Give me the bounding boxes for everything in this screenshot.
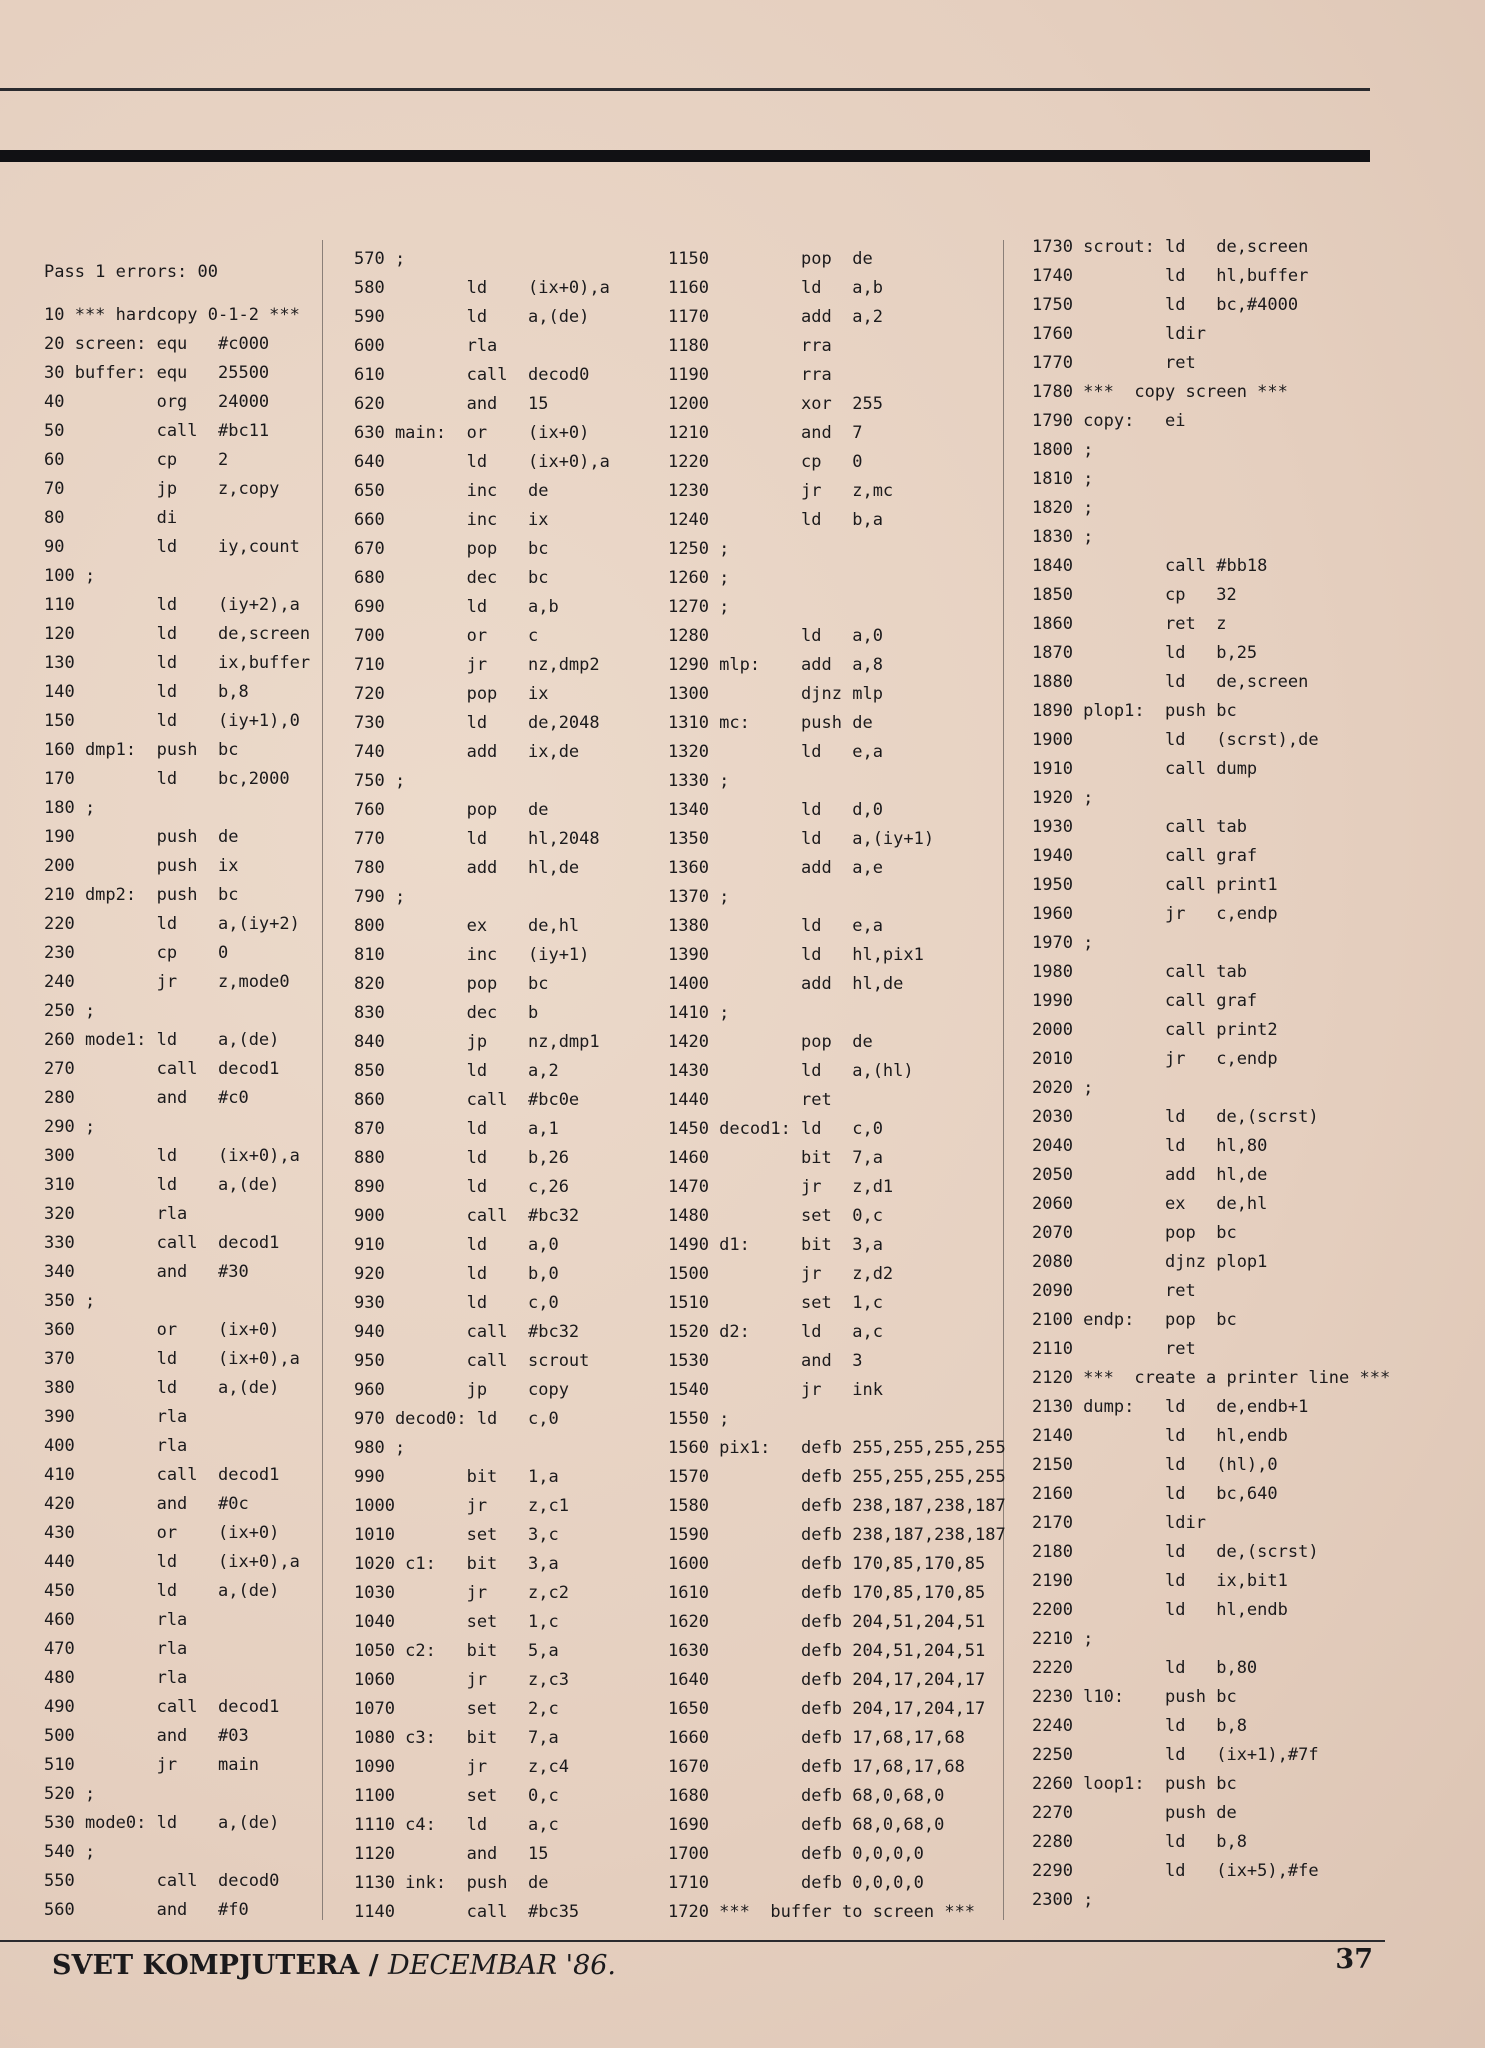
code-line: 1890 plop1: push bc [1032, 701, 1237, 721]
code-line: 900 call #bc32 [354, 1206, 580, 1226]
code-line: 40 org 24000 [44, 392, 270, 412]
code-line: 490 call decod1 [44, 1697, 280, 1717]
code-line: 2050 add hl,de [1032, 1165, 1268, 1185]
code-line: 2130 dump: ld de,endb+1 [1032, 1397, 1309, 1417]
code-line: 20 screen: equ #c000 [44, 334, 270, 354]
code-line: 1480 set 0,c [668, 1206, 883, 1226]
code-line: 1910 call dump [1032, 759, 1258, 779]
code-line: 200 push ix [44, 856, 239, 876]
code-line: 520 ; [44, 1784, 96, 1804]
code-line: 1520 d2: ld a,c [668, 1322, 883, 1342]
code-line: 430 or (ix+0) [44, 1523, 280, 1543]
code-line: 1340 ld d,0 [668, 800, 883, 820]
code-line: 810 inc (iy+1) [354, 945, 590, 965]
code-line: 1190 rra [668, 365, 832, 385]
code-line: 140 ld b,8 [44, 682, 249, 702]
code-line: 1470 jr z,d1 [668, 1177, 894, 1197]
magazine-name: SVET KOMPJUTERA / [52, 1950, 379, 1981]
code-line: 1140 call #bc35 [354, 1902, 580, 1922]
code-line: 2290 ld (ix+5),#fe [1032, 1861, 1319, 1881]
code-line: 970 decod0: ld c,0 [354, 1409, 559, 1429]
code-line: 480 rla [44, 1668, 188, 1688]
code-line: 540 ; [44, 1842, 96, 1862]
code-line: 370 ld (ix+0),a [44, 1349, 300, 1369]
code-line: 410 call decod1 [44, 1465, 280, 1485]
code-line: 740 add ix,de [354, 742, 580, 762]
code-line: 2180 ld de,(scrst) [1032, 1542, 1319, 1562]
code-line: 860 call #bc0e [354, 1090, 580, 1110]
code-line: 2170 ldir [1032, 1513, 1206, 1533]
code-line: 2120 *** create a printer line *** [1032, 1368, 1391, 1388]
code-line: 1450 decod1: ld c,0 [668, 1119, 883, 1139]
footer-title [52, 1950, 616, 1981]
code-line: 550 call decod0 [44, 1871, 280, 1891]
code-line: 1930 call tab [1032, 817, 1247, 837]
code-line: 610 call decod0 [354, 365, 590, 385]
code-line: 1720 *** buffer to screen *** [668, 1902, 976, 1922]
code-line: 630 main: or (ix+0) [354, 423, 590, 443]
code-line: 1300 djnz mlp [668, 684, 883, 704]
code-line: 470 rla [44, 1639, 188, 1659]
code-line: 360 or (ix+0) [44, 1320, 280, 1340]
code-line: 420 and #0c [44, 1494, 249, 1514]
page-number: 37 [1335, 1944, 1373, 1975]
code-line: 1570 defb 255,255,255,255 [668, 1467, 1006, 1487]
code-line: 120 ld de,screen [44, 624, 311, 644]
code-line: 160 dmp1: push bc [44, 740, 239, 760]
code-line: 380 ld a,(de) [44, 1378, 280, 1398]
code-line: 2150 ld (hl),0 [1032, 1455, 1278, 1475]
code-line: 950 call scrout [354, 1351, 590, 1371]
code-line: 1030 jr z,c2 [354, 1583, 569, 1603]
code-line: 1170 add a,2 [668, 307, 883, 327]
code-line: 1100 set 0,c [354, 1786, 559, 1806]
code-line: 1580 defb 238,187,238,187 [668, 1496, 1006, 1516]
code-line: 1390 ld hl,pix1 [668, 945, 924, 965]
code-line: 310 ld a,(de) [44, 1175, 280, 1195]
code-line: 1860 ret z [1032, 614, 1227, 634]
code-line: 1500 jr z,d2 [668, 1264, 894, 1284]
code-line: 1780 *** copy screen *** [1032, 382, 1288, 402]
code-line: 1510 set 1,c [668, 1293, 883, 1313]
code-line: 1560 pix1: defb 255,255,255,255 [668, 1438, 1006, 1458]
code-line: 1150 pop de [668, 249, 873, 269]
code-line: 1330 ; [668, 771, 730, 791]
code-line: 1550 ; [668, 1409, 730, 1429]
code-line: 1670 defb 17,68,17,68 [668, 1757, 965, 1777]
code-line: 80 di [44, 508, 178, 528]
code-line: 1770 ret [1032, 353, 1196, 373]
code-line: 1850 cp 32 [1032, 585, 1237, 605]
code-line: 2280 ld b,8 [1032, 1832, 1247, 1852]
code-line: 990 bit 1,a [354, 1467, 559, 1487]
code-line: 830 dec b [354, 1003, 539, 1023]
code-line: 750 ; [354, 771, 406, 791]
code-line: 1310 mc: push de [668, 713, 873, 733]
code-line: 1960 jr c,endp [1032, 904, 1278, 924]
code-line: 1710 defb 0,0,0,0 [668, 1873, 924, 1893]
code-line: 700 or c [354, 626, 539, 646]
code-line: 1020 c1: bit 3,a [354, 1554, 559, 1574]
code-line: 920 ld b,0 [354, 1264, 559, 1284]
code-line: 910 ld a,0 [354, 1235, 559, 1255]
code-line: 1530 and 3 [668, 1351, 863, 1371]
code-line: 2250 ld (ix+1),#7f [1032, 1745, 1319, 1765]
code-line: 560 and #f0 [44, 1900, 249, 1920]
code-line: 1070 set 2,c [354, 1699, 559, 1719]
code-line: 460 rla [44, 1610, 188, 1630]
code-line: 2160 ld bc,640 [1032, 1484, 1278, 1504]
code-line: 650 inc de [354, 481, 549, 501]
column-separator [322, 240, 323, 1920]
code-line: 1940 call graf [1032, 846, 1258, 866]
code-line: 870 ld a,1 [354, 1119, 559, 1139]
code-line: 70 jp z,copy [44, 479, 280, 499]
code-line: 440 ld (ix+0),a [44, 1552, 300, 1572]
code-line: 150 ld (iy+1),0 [44, 711, 300, 731]
code-line: 1680 defb 68,0,68,0 [668, 1786, 945, 1806]
code-line: 260 mode1: ld a,(de) [44, 1030, 280, 1050]
code-line: 880 ld b,26 [354, 1148, 569, 1168]
code-line: 1950 call print1 [1032, 875, 1278, 895]
code-line: 770 ld hl,2048 [354, 829, 600, 849]
code-line: 1840 call #bb18 [1032, 556, 1268, 576]
code-line: 2230 l10: push bc [1032, 1687, 1237, 1707]
code-line: 1920 ; [1032, 788, 1094, 808]
code-line: 1060 jr z,c3 [354, 1670, 569, 1690]
code-line: 300 ld (ix+0),a [44, 1146, 300, 1166]
code-line: 130 ld ix,buffer [44, 653, 311, 673]
code-line: 590 ld a,(de) [354, 307, 590, 327]
code-line: 850 ld a,2 [354, 1061, 559, 1081]
code-line: 240 jr z,mode0 [44, 972, 290, 992]
code-line: 330 call decod1 [44, 1233, 280, 1253]
code-line: 1270 ; [668, 597, 730, 617]
code-line: 1970 ; [1032, 933, 1094, 953]
code-line: 2000 call print2 [1032, 1020, 1278, 1040]
code-line: 10 *** hardcopy 0-1-2 *** [44, 305, 300, 325]
code-line: 1830 ; [1032, 527, 1094, 547]
code-line: 2270 push de [1032, 1803, 1237, 1823]
code-line: 190 push de [44, 827, 239, 847]
code-line: 2220 ld b,80 [1032, 1658, 1258, 1678]
code-line: 1410 ; [668, 1003, 730, 1023]
code-line: 660 inc ix [354, 510, 549, 530]
code-line: 730 ld de,2048 [354, 713, 600, 733]
code-line: 1820 ; [1032, 498, 1094, 518]
code-line: 1080 c3: bit 7,a [354, 1728, 559, 1748]
code-line: 180 ; [44, 798, 96, 818]
code-line: 1660 defb 17,68,17,68 [668, 1728, 965, 1748]
code-line: 1280 ld a,0 [668, 626, 883, 646]
code-line: 1130 ink: push de [354, 1873, 549, 1893]
code-line: 280 and #c0 [44, 1088, 249, 1108]
code-line: 760 pop de [354, 800, 549, 820]
code-line: 1600 defb 170,85,170,85 [668, 1554, 986, 1574]
code-line: 1730 scrout: ld de,screen [1032, 237, 1309, 257]
listing-column-2 [354, 245, 610, 1927]
code-line: 1240 ld b,a [668, 510, 883, 530]
listing-column-1 [44, 258, 310, 1925]
code-line: 50 call #bc11 [44, 421, 270, 441]
code-line: 510 jr main [44, 1755, 259, 1775]
code-line: 2040 ld hl,80 [1032, 1136, 1268, 1156]
code-line: 690 ld a,b [354, 597, 559, 617]
code-line: 1040 set 1,c [354, 1612, 559, 1632]
code-line: 2100 endp: pop bc [1032, 1310, 1237, 1330]
code-line: 2200 ld hl,endb [1032, 1600, 1288, 1620]
code-line: 340 and #30 [44, 1262, 249, 1282]
code-line: 210 dmp2: push bc [44, 885, 239, 905]
code-line: 2260 loop1: push bc [1032, 1774, 1237, 1794]
top-thin-rule [0, 88, 1370, 91]
code-line: 220 ld a,(iy+2) [44, 914, 300, 934]
code-line: 1210 and 7 [668, 423, 863, 443]
code-line: 940 call #bc32 [354, 1322, 580, 1342]
footer-rule [0, 1940, 1385, 1942]
code-line: 1740 ld hl,buffer [1032, 266, 1309, 286]
code-line: 100 ; [44, 566, 96, 586]
code-line: 1220 cp 0 [668, 452, 863, 472]
code-line: 2020 ; [1032, 1078, 1094, 1098]
code-line: 1370 ; [668, 887, 730, 907]
code-line: 2090 ret [1032, 1281, 1196, 1301]
code-line: 1700 defb 0,0,0,0 [668, 1844, 924, 1864]
code-line: 2060 ex de,hl [1032, 1194, 1268, 1214]
code-line: 580 ld (ix+0),a [354, 278, 610, 298]
code-line: 2030 ld de,(scrst) [1032, 1107, 1319, 1127]
code-line: 250 ; [44, 1001, 96, 1021]
code-line: 2300 ; [1032, 1890, 1094, 1910]
code-line: 720 pop ix [354, 684, 549, 704]
code-line: 2080 djnz plop1 [1032, 1252, 1268, 1272]
code-line: 1440 ret [668, 1090, 832, 1110]
code-line: 1590 defb 238,187,238,187 [668, 1525, 1006, 1545]
code-line: 620 and 15 [354, 394, 549, 414]
code-line: 1090 jr z,c4 [354, 1757, 569, 1777]
code-line: 270 call decod1 [44, 1059, 280, 1079]
code-line: 960 jp copy [354, 1380, 569, 1400]
code-line: 790 ; [354, 887, 406, 907]
code-line: 640 ld (ix+0),a [354, 452, 610, 472]
code-line: 1260 ; [668, 568, 730, 588]
code-line: 2070 pop bc [1032, 1223, 1237, 1243]
code-line: 1250 ; [668, 539, 730, 559]
code-line: 1490 d1: bit 3,a [668, 1235, 883, 1255]
code-line: 600 rla [354, 336, 498, 356]
code-line: 1990 call graf [1032, 991, 1258, 1011]
code-line: 1180 rra [668, 336, 832, 356]
code-line: 1290 mlp: add a,8 [668, 655, 883, 675]
listing-column-3 [668, 245, 1006, 1927]
code-line: 1110 c4: ld a,c [354, 1815, 559, 1835]
code-line: 1620 defb 204,51,204,51 [668, 1612, 986, 1632]
code-line: 1690 defb 68,0,68,0 [668, 1815, 945, 1835]
code-line: 1430 ld a,(hl) [668, 1061, 914, 1081]
code-line: 570 ; [354, 249, 406, 269]
code-line: 230 cp 0 [44, 943, 229, 963]
code-line: 2210 ; [1032, 1629, 1094, 1649]
code-line: 980 ; [354, 1438, 406, 1458]
code-line: 1790 copy: ei [1032, 411, 1186, 431]
code-line: 530 mode0: ld a,(de) [44, 1813, 280, 1833]
code-line: 930 ld c,0 [354, 1293, 559, 1313]
code-line: 1010 set 3,c [354, 1525, 559, 1545]
code-line: 60 cp 2 [44, 450, 229, 470]
code-line: 800 ex de,hl [354, 916, 580, 936]
code-line: 450 ld a,(de) [44, 1581, 280, 1601]
code-line: 390 rla [44, 1407, 188, 1427]
code-line: 2190 ld ix,bit1 [1032, 1571, 1288, 1591]
code-line: 1400 add hl,de [668, 974, 904, 994]
code-line: 290 ; [44, 1117, 96, 1137]
issue-date: DECEMBAR '86. [388, 1950, 617, 1981]
code-line: 2110 ret [1032, 1339, 1196, 1359]
code-line: 1380 ld e,a [668, 916, 883, 936]
code-line: 1230 jr z,mc [668, 481, 894, 501]
code-line: 1630 defb 204,51,204,51 [668, 1641, 986, 1661]
code-line: 1050 c2: bit 5,a [354, 1641, 559, 1661]
code-line: 30 buffer: equ 25500 [44, 363, 270, 383]
code-line: 820 pop bc [354, 974, 549, 994]
code-line: 400 rla [44, 1436, 188, 1456]
top-thick-rule [0, 150, 1370, 162]
code-line: 1900 ld (scrst),de [1032, 730, 1319, 750]
code-line: 1750 ld bc,#4000 [1032, 295, 1299, 315]
code-line: 2010 jr c,endp [1032, 1049, 1278, 1069]
code-line: 1610 defb 170,85,170,85 [668, 1583, 986, 1603]
code-line: 1200 xor 255 [668, 394, 883, 414]
code-line: 1160 ld a,b [668, 278, 883, 298]
code-line: 890 ld c,26 [354, 1177, 569, 1197]
code-line: 1120 and 15 [354, 1844, 549, 1864]
code-line: 1360 add a,e [668, 858, 883, 878]
code-line: 1760 ldir [1032, 324, 1206, 344]
assembler-status-line: Pass 1 errors: 00 [44, 262, 218, 282]
code-line: 1640 defb 204,17,204,17 [668, 1670, 986, 1690]
code-line: 840 jp nz,dmp1 [354, 1032, 600, 1052]
code-line: 680 dec bc [354, 568, 549, 588]
code-line: 1870 ld b,25 [1032, 643, 1258, 663]
code-line: 1800 ; [1032, 440, 1094, 460]
code-line: 1650 defb 204,17,204,17 [668, 1699, 986, 1719]
code-line: 500 and #03 [44, 1726, 249, 1746]
code-line: 1350 ld a,(iy+1) [668, 829, 935, 849]
code-line: 90 ld iy,count [44, 537, 300, 557]
code-line: 1460 bit 7,a [668, 1148, 883, 1168]
code-line: 320 rla [44, 1204, 188, 1224]
code-line: 2240 ld b,8 [1032, 1716, 1247, 1736]
code-line: 1420 pop de [668, 1032, 873, 1052]
code-line: 670 pop bc [354, 539, 549, 559]
code-line: 110 ld (iy+2),a [44, 595, 300, 615]
code-line: 1880 ld de,screen [1032, 672, 1309, 692]
code-line: 1980 call tab [1032, 962, 1247, 982]
code-line: 1540 jr ink [668, 1380, 883, 1400]
code-line: 780 add hl,de [354, 858, 580, 878]
code-line: 350 ; [44, 1291, 96, 1311]
listing-column-4 [1032, 233, 1390, 1915]
code-line: 2140 ld hl,endb [1032, 1426, 1288, 1446]
code-line: 170 ld bc,2000 [44, 769, 290, 789]
code-line: 1810 ; [1032, 469, 1094, 489]
code-line: 710 jr nz,dmp2 [354, 655, 600, 675]
code-line: 1000 jr z,c1 [354, 1496, 569, 1516]
code-line: 1320 ld e,a [668, 742, 883, 762]
